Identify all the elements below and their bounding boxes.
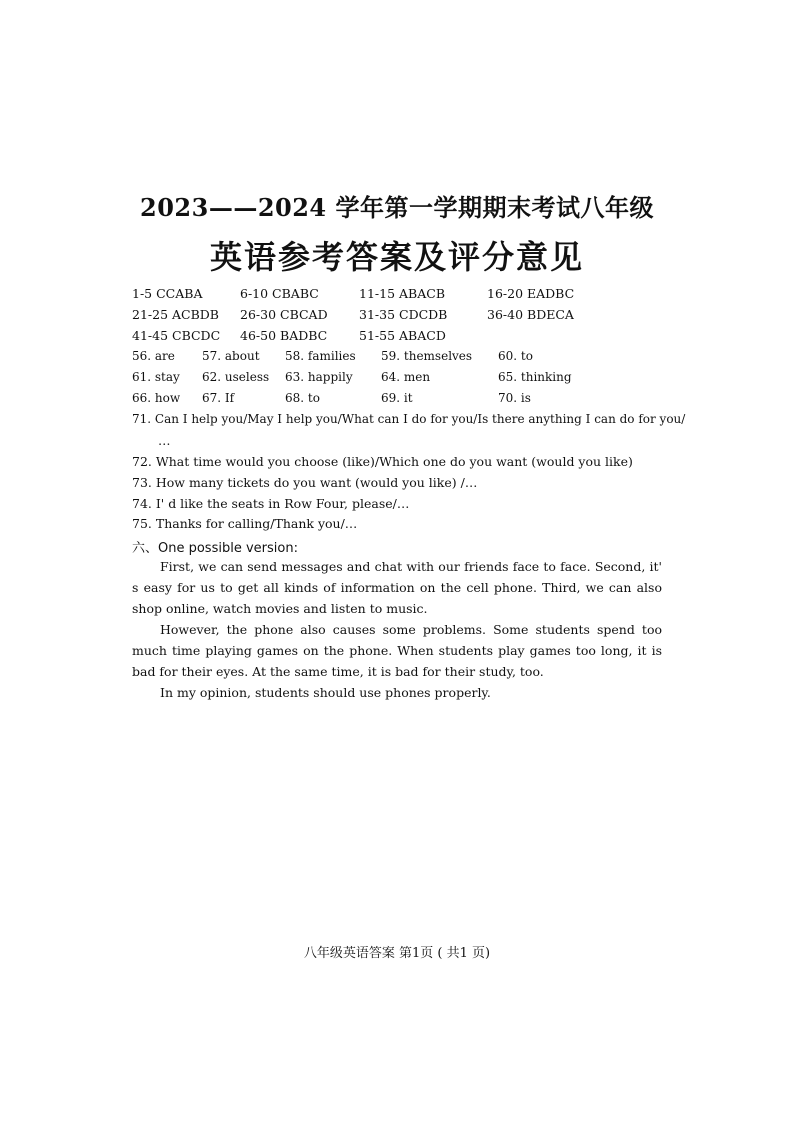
mc-answer-group: 51-55 ABACD [359,328,446,343]
answer-72: 72. What time would you choose (like)/Which one do you want (would you like) [132,454,633,469]
answer-key-title: 英语参考答案及评分意见 [209,238,584,276]
mc-answer-group: 41-45 CBCDC [132,328,221,343]
fill-in-answer: 61. stay [132,370,180,384]
fill-in-answer: 58. families [285,349,356,363]
mc-row [0,328,794,348]
mc-answer-group: 21-25 ACBDB [132,307,219,322]
answer-75: 75. Thanks for calling/Thank you/… [132,516,358,531]
fill-in-row [0,349,794,369]
essay-paragraph: However, the phone also causes some problems. Some students spend too much time playing games on the phone. When students play games too long, it is bad for their eyes. At the same time, it is bad for their study, too. [132,622,662,679]
page-footer: 八年级英语答案 第1页 ( 共1 页) [303,946,491,961]
essay-paragraph: First, we can send messages and chat with our friends face to face. Second, it' s easy for us to get all kinds of information on the cell phone. Third, we can also shop online, watch movies and listen to music. [132,559,662,616]
section-six-heading: 六、One possible version: [132,541,298,556]
mc-answer-group: 46-50 BADBC [240,328,328,343]
answer-74: 74. I' d like the seats in Row Four, please/… [132,496,410,511]
fill-in-answer: 60. to [498,349,533,363]
mc-answer-group: 31-35 CDCDB [359,307,448,322]
fill-in-row [0,391,794,411]
answer-73: 73. How many tickets do you want (would you like) /… [132,475,478,490]
fill-in-answer: 70. is [498,391,531,405]
mc-row [0,286,794,306]
fill-in-answer: 56. are [132,349,175,363]
mc-row [0,307,794,327]
mc-answer-group: 36-40 BDECA [487,307,574,322]
fill-in-row [0,370,794,390]
mc-answer-group: 1-5 CCABA [132,286,203,301]
fill-in-answer: 65. thinking [498,370,572,384]
fill-in-answer: 66. how [132,391,181,405]
answer-71: 71. Can I help you/May I help you/What can I do for you/Is there anything I can do for you/ [132,412,686,426]
mc-answer-group: 11-15 ABACB [359,286,445,301]
mc-answer-group: 16-20 EADBC [487,286,575,301]
fill-in-answer: 63. happily [285,370,353,384]
mc-answer-group: 26-30 CBCAD [240,307,328,322]
fill-in-answer: 57. about [202,349,260,363]
fill-in-answer: 64. men [381,370,431,384]
answer-71-continued: … [158,433,171,448]
mc-answer-group: 6-10 CBABC [240,286,319,301]
fill-in-answer: 69. it [381,391,413,405]
fill-in-answer: 67. If [202,391,235,405]
essay-paragraph: In my opinion, students should use phones properly. [160,685,491,700]
fill-in-answer: 62. useless [202,370,270,384]
exam-year-title: 2023——2024 学年第一学期期末考试八年级 [140,193,654,222]
fill-in-answer: 59. themselves [381,349,473,363]
fill-in-answer: 68. to [285,391,320,405]
